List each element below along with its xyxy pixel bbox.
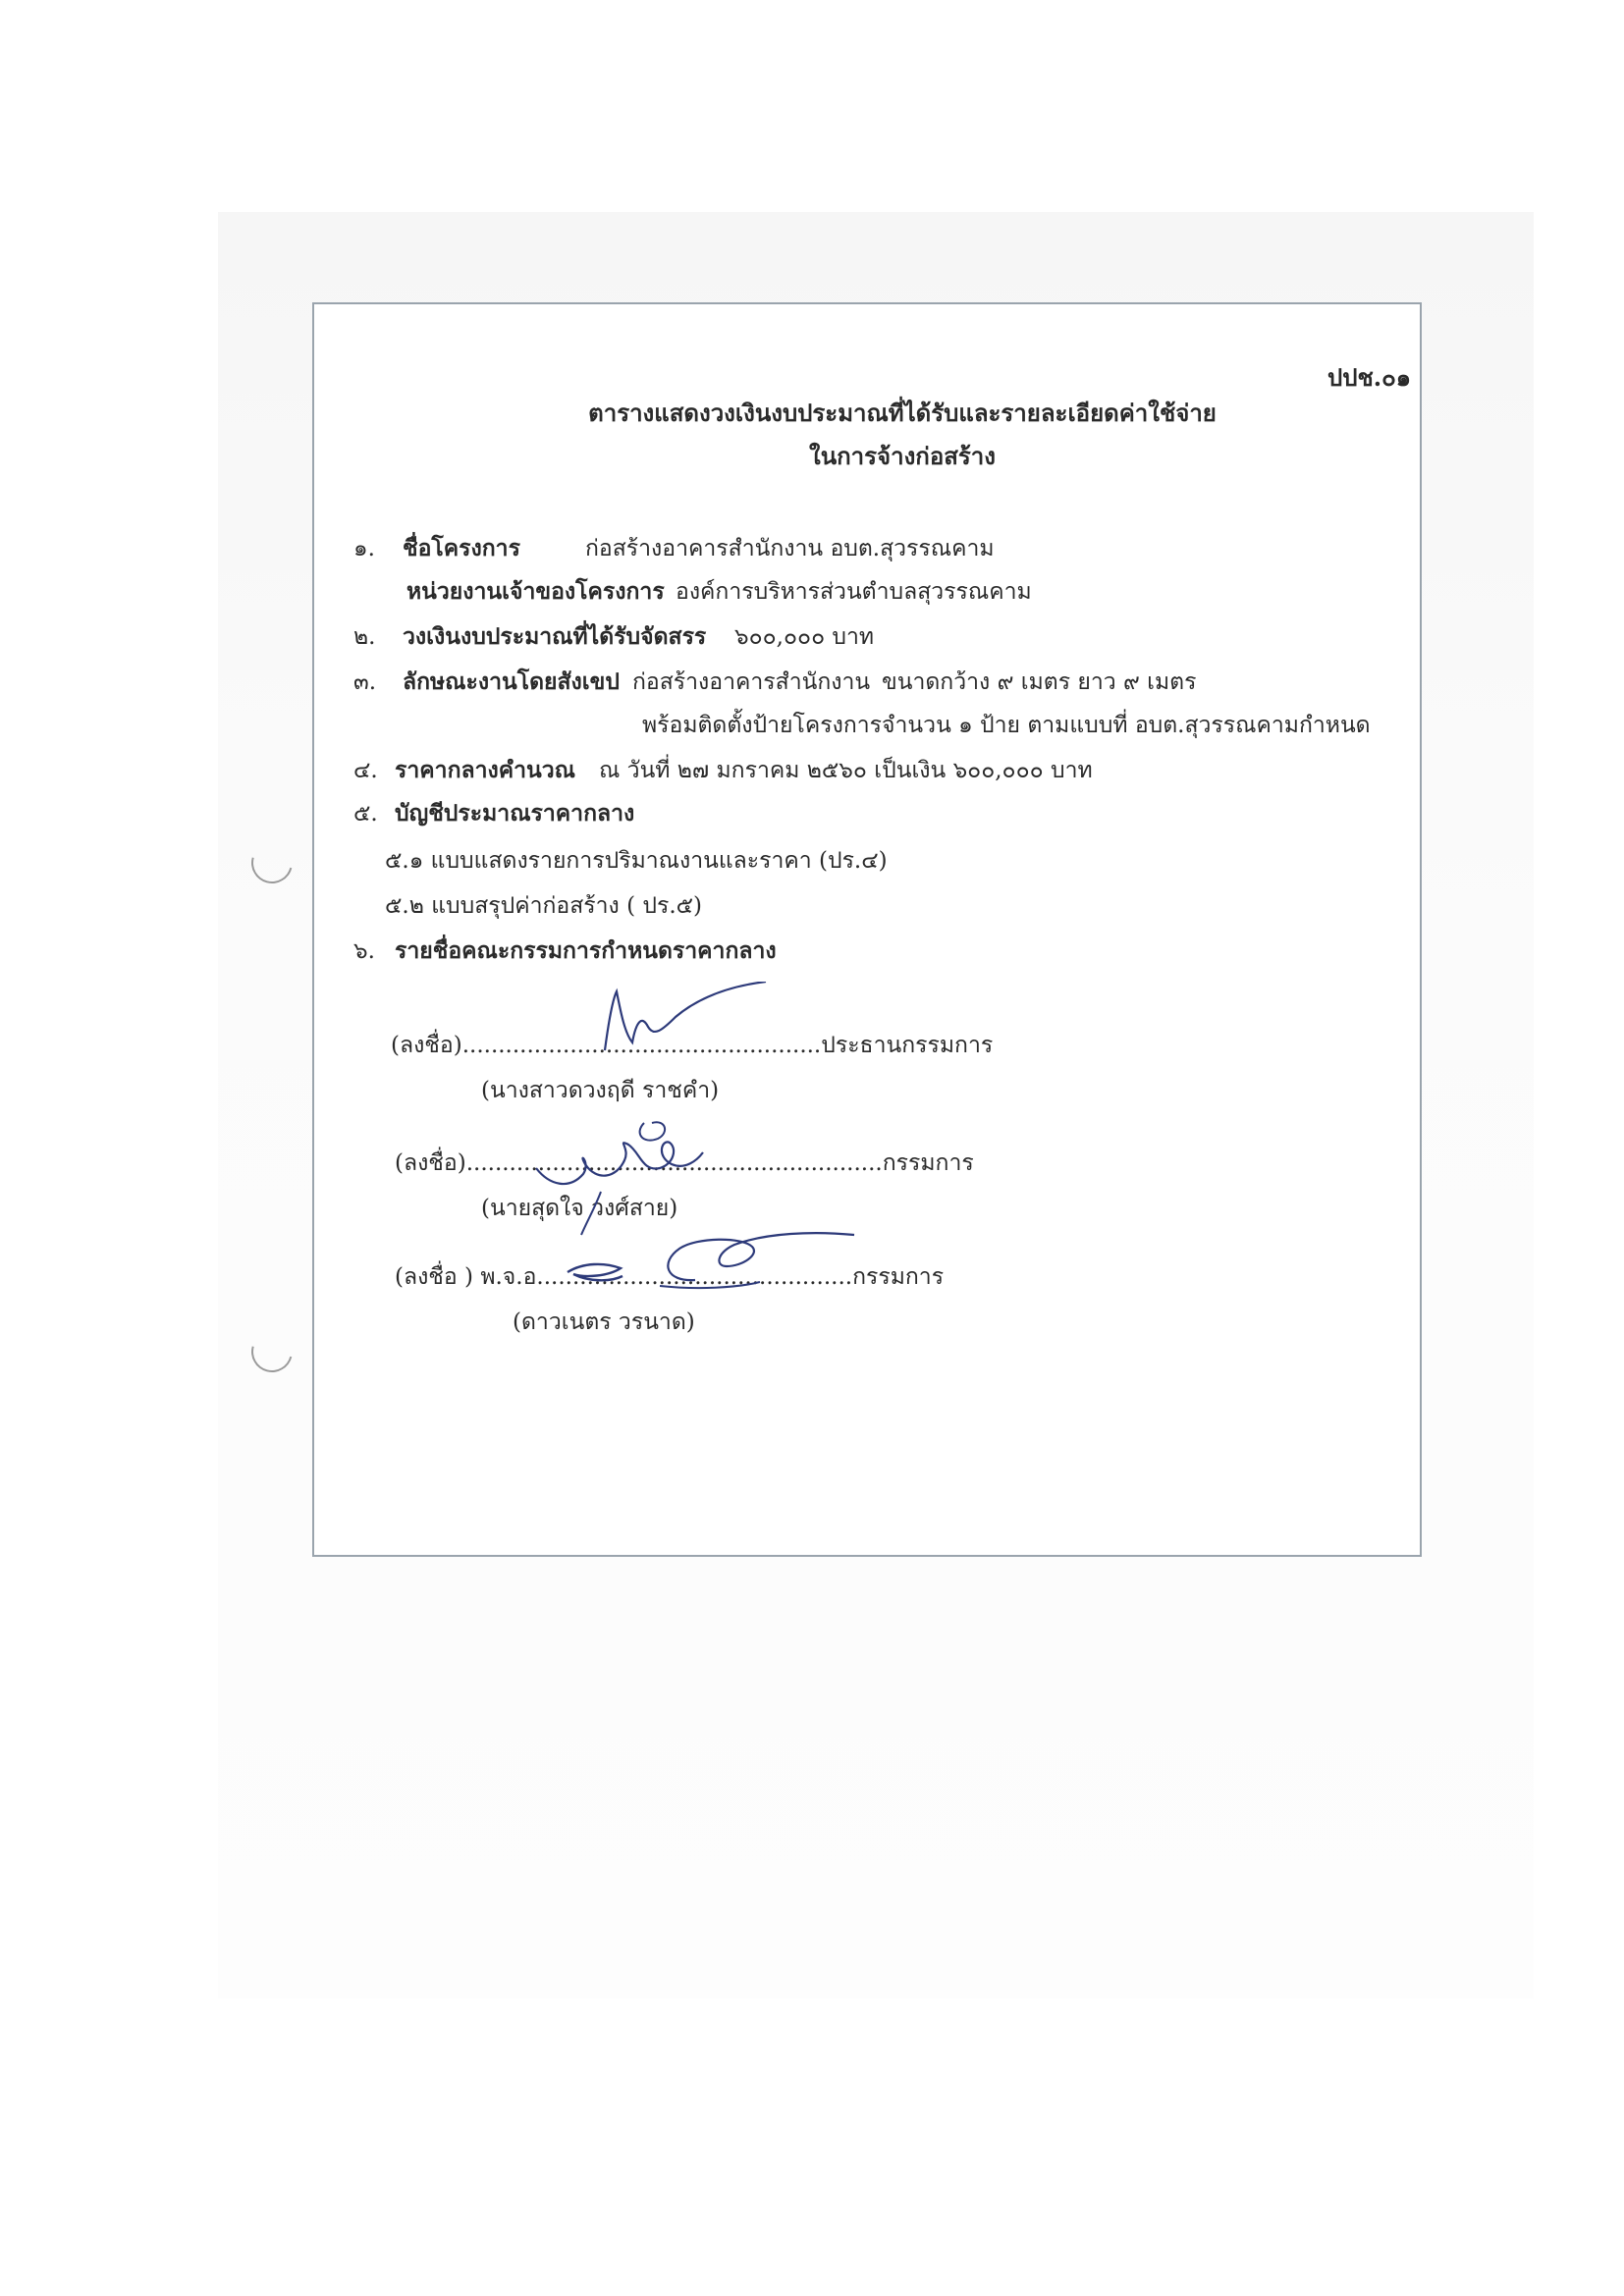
item-4-number: ๔. (353, 758, 378, 783)
title-line-2: ในการจ้างก่อสร้าง (809, 442, 996, 470)
item-6-number: ๖. (353, 938, 375, 964)
item-1-number: ๑. (353, 536, 375, 561)
signature-2-name: (นายสุดใจ วงศ์สาย) (481, 1196, 678, 1221)
form-code: ปปช.๐๑ (1327, 363, 1411, 392)
signature-2-line: (ลงชื่อ)..........................................................กรรมการ (395, 1150, 974, 1176)
item-6-label: รายชื่อคณะกรรมการกำหนดราคากลาง (395, 937, 777, 964)
item-2-number: ๒. (353, 624, 376, 650)
item-4-value: ณ วันที่ ๒๗ มกราคม ๒๕๖๐ เป็นเงิน ๖๐๐,๐๐๐ บาท (599, 758, 1093, 783)
signature-3-line: (ลงชื่อ ) พ.จ.อ............................................กรรมการ (395, 1264, 945, 1290)
item-3-number: ๓. (353, 669, 377, 695)
item-4-label: ราคากลางคำนวณ (395, 757, 576, 783)
item-1-sub-label: หน่วยงานเจ้าของโครงการ (406, 578, 665, 605)
title-line-1: ตารางแสดงวงเงินงบประมาณที่ได้รับและรายละเอียดค่าใช้จ่าย (588, 399, 1217, 427)
item-3-value-3: พร้อมติดตั้งป้ายโครงการจำนวน ๑ ป้าย ตามแบบที่ อบต.สุวรรณคามกำหนด (642, 713, 1371, 738)
item-1-value: ก่อสร้างอาคารสำนักงาน อบต.สุวรรณคาม (585, 536, 995, 561)
document-frame (312, 302, 1422, 1557)
item-1-label: ชื่อโครงการ (403, 535, 520, 561)
item-5-sub-1: ๕.๑ แบบแสดงรายการปริมาณงานและราคา (ปร.๔) (385, 848, 888, 874)
signature-3-scribble (550, 1223, 864, 1302)
signature-1-name: (นางสาวดวงฤดี ราชคำ) (481, 1078, 720, 1103)
signature-1-scribble (599, 982, 776, 1070)
item-5-sub-2: ๕.๒ แบบสรุปค่าก่อสร้าง ( ปร.๕) (385, 893, 703, 919)
item-2-value: ๖๐๐,๐๐๐ บาท (734, 624, 875, 650)
item-5-number: ๕. (353, 801, 378, 827)
item-5-label: บัญชีประมาณราคากลาง (395, 800, 635, 827)
item-3-value-2: ขนาดกว้าง ๙ เมตร ยาว ๙ เมตร (882, 669, 1197, 695)
item-2-label: วงเงินงบประมาณที่ได้รับจัดสรร (403, 623, 707, 650)
signature-3-name: (ดาวเนตร วรนาด) (513, 1309, 695, 1335)
item-3-label: ลักษณะงานโดยสังเขป (403, 668, 620, 695)
signature-1-line: (ลงชื่อ)..................................................ประธานกรรมการ (391, 1033, 994, 1058)
item-3-value: ก่อสร้างอาคารสำนักงาน (632, 669, 871, 695)
signature-2-scribble (526, 1109, 713, 1237)
item-1-sub-value: องค์การบริหารส่วนตำบลสุวรรณคาม (676, 579, 1032, 605)
